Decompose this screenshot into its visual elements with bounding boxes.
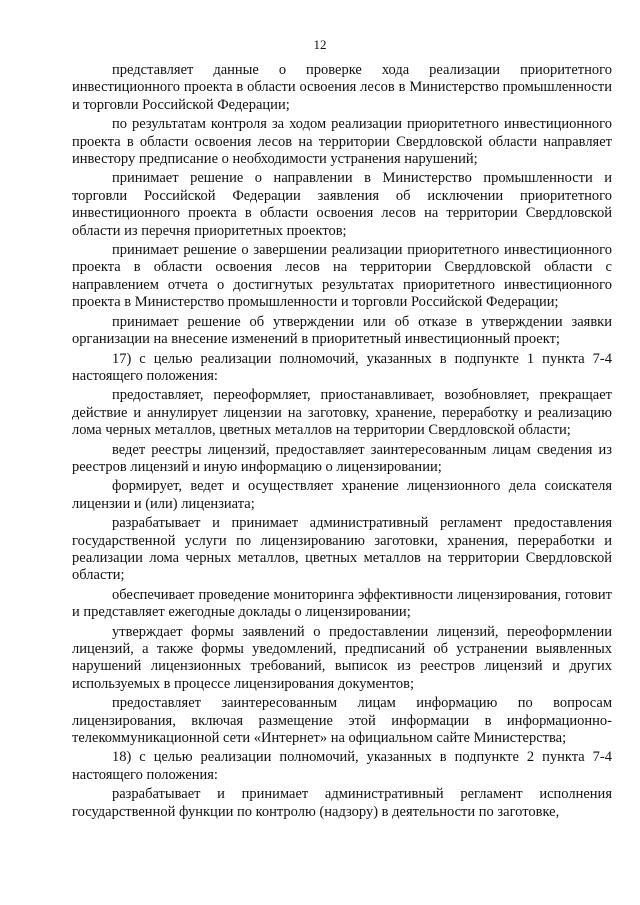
page-number: 12 — [313, 37, 327, 52]
paragraph: принимает решение о направлении в Министерство промышленности и торговли Российской Федерации заявления об исключении приоритетного инвестиционного проекта в области освоения лесов на территории Свердловской области из перечня приоритетных проектов; — [72, 170, 612, 239]
document-body — [72, 62, 612, 823]
paragraph: обеспечивает проведение мониторинга эффективности лицензирования, готовит и представляет ежегодные доклады о лицензировании; — [72, 586, 612, 621]
paragraph: разрабатывает и принимает административный регламент исполнения государственной функции по контролю (надзору) в деятельности по заготовке, — [72, 786, 612, 820]
paragraph: предоставляет, переоформляет, приостанавливает, возобновляет, прекращает действие и аннулирует лицензии на заготовку, хранение, переработку и реализацию лома черных металлов, цветных металлов на территории Свердловской области; — [72, 387, 612, 439]
paragraph: разрабатывает и принимает административный регламент предоставления государственной услуги по лицензированию заготовки, хранения, переработки и реализации лома черных металлов, цветных металлов на территории Свердловской области; — [72, 515, 612, 584]
paragraph: принимает решение о завершении реализации приоритетного инвестиционного проекта в области освоения лесов на территории Свердловской области с направлением отчета о достигнутых результатах приоритетного инвестиционного проекта в Министерство промышленности и торговли Российской Федерации; — [72, 242, 612, 311]
paragraph: по результатам контроля за ходом реализации приоритетного инвестиционного проекта в области освоения лесов на территории Свердловской области направляет инвестору предписание о необходимости устранения нарушений; — [72, 116, 612, 168]
paragraph: предоставляет заинтересованным лицам информацию по вопросам лицензирования, включая размещение этой информации в информационно-телекоммуникационной сети «Интернет» на официальном сайте Министерства; — [72, 695, 612, 747]
paragraph: утверждает формы заявлений о предоставлении лицензий, переоформлении лицензий, а также формы уведомлений, предписаний об устранении выявленных нарушений лицензионных требований, выписок из реестров лицензий и других используемых в процессе лицензирования документов; — [72, 623, 612, 692]
paragraph: 18) с целью реализации полномочий, указанных в подпункте 2 пункта 7-4 настоящего положения: — [72, 749, 612, 783]
paragraph: принимает решение об утверждении или об отказе в утверждении заявки организации на внесение изменений в приоритетный инвестиционный проект; — [72, 313, 612, 348]
paragraph: ведет реестры лицензий, предоставляет заинтересованным лицам сведения из реестров лицензий и иную информацию о лицензировании; — [72, 441, 612, 475]
paragraph: представляет данные о проверке хода реализации приоритетного инвестиционного проекта в области освоения лесов в Министерство промышленности и торговли Российской Федерации; — [72, 62, 612, 113]
paragraph: формирует, ведет и осуществляет хранение лицензионного дела соискателя лицензии и (или) лицензиата; — [72, 478, 612, 512]
paragraph: 17) с целью реализации полномочий, указанных в подпункте 1 пункта 7-4 настоящего положения: — [72, 350, 612, 384]
